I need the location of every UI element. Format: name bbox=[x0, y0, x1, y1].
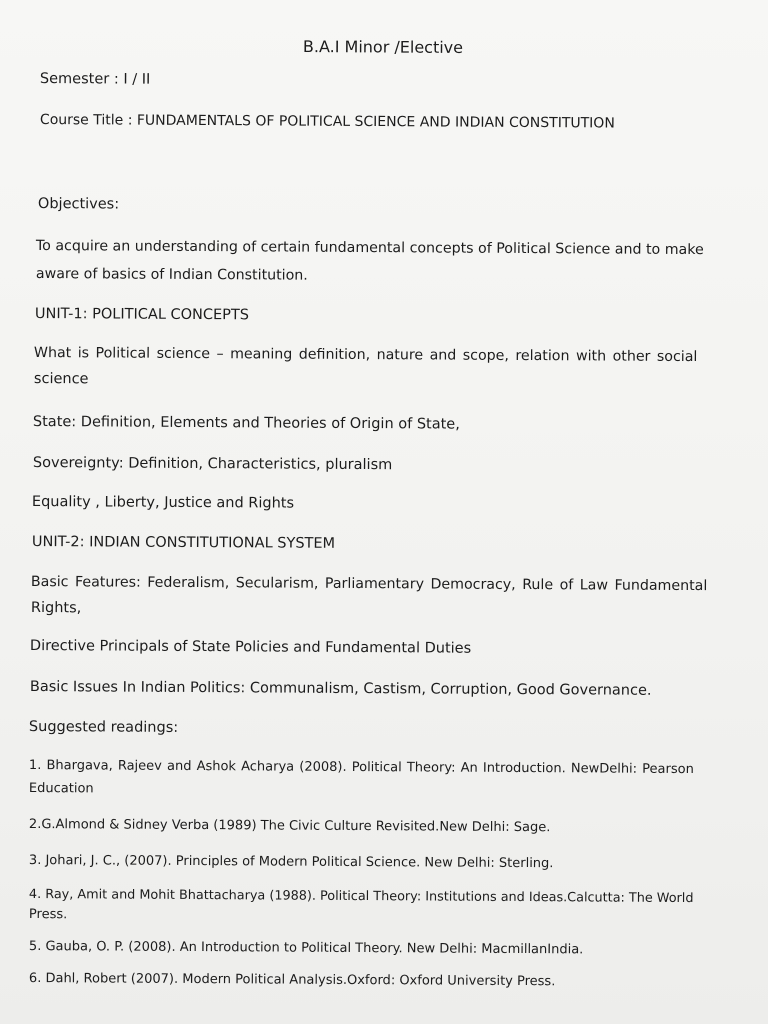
reading-1-line2: Education bbox=[28, 781, 94, 797]
unit1-item4: Equality , Liberty, Justice and Rights bbox=[31, 493, 295, 512]
unit1-item3: Sovereignty: Definition, Characteristics, pluralism bbox=[32, 454, 393, 474]
reading-5: 5. Gauba, O. P. (2008). An Introduction to Political Theory. New Delhi: MacmillanIndia. bbox=[28, 939, 584, 958]
unit1-item1-line2: science bbox=[33, 370, 89, 388]
reading-1-line1: 1. Bhargava, Rajeev and Ashok Acharya (2008). Political Theory: An Introduction. NewDelhi: Pearson bbox=[28, 758, 694, 778]
objectives-heading: Objectives: bbox=[37, 195, 120, 213]
unit2-item3: Basic Issues In Indian Politics: Communalism, Castism, Corruption, Good Governance. bbox=[29, 679, 652, 699]
reading-3: 3. Johari, J. C., (2007). Principles of Modern Political Science. New Delhi: Sterling. bbox=[28, 853, 554, 872]
unit2-item2: Directive Principals of State Policies and Fundamental Duties bbox=[29, 638, 472, 657]
document-title: B.A.I Minor /Elective bbox=[302, 37, 464, 57]
reading-2: 2.G.Almond & Sidney Verba (1989) The Civic Culture Revisited.New Delhi: Sage. bbox=[28, 817, 551, 836]
reading-4-line1: 4. Ray, Amit and Mohit Bhattacharya (1988). Political Theory: Institutions and Ideas.Calcutta: The World bbox=[28, 887, 694, 907]
unit1-item1-line1: What is Political science – meaning definition, nature and scope, relation with other social bbox=[33, 344, 698, 366]
reading-6: 6. Dahl, Robert (2007). Modern Political Analysis.Oxford: Oxford University Press. bbox=[28, 971, 556, 990]
unit2-heading: UNIT-2: INDIAN CONSTITUTIONAL SYSTEM bbox=[31, 534, 336, 552]
unit1-heading: UNIT-1: POLITICAL CONCEPTS bbox=[34, 305, 250, 324]
course-title-line: Course Title : FUNDAMENTALS OF POLITICAL SCIENCE AND INDIAN CONSTITUTION bbox=[39, 111, 615, 132]
unit1-item2: State: Definition, Elements and Theories of Origin of State, bbox=[32, 413, 460, 433]
reading-4-line2: Press. bbox=[28, 907, 68, 923]
unit2-item1-line2: Rights, bbox=[30, 600, 82, 617]
unit2-item1-line1: Basic Features: Federalism, Secularism, Parliamentary Democracy, Rule of Law Fundamental bbox=[30, 574, 708, 595]
readings-heading: Suggested readings: bbox=[28, 719, 179, 736]
semester-line: Semester : I / II bbox=[39, 70, 151, 88]
objectives-text-line1: To acquire an understanding of certain fundamental concepts of Political Science and to make bbox=[35, 237, 704, 259]
objectives-text-line2: aware of basics of Indian Constitution. bbox=[35, 265, 308, 284]
